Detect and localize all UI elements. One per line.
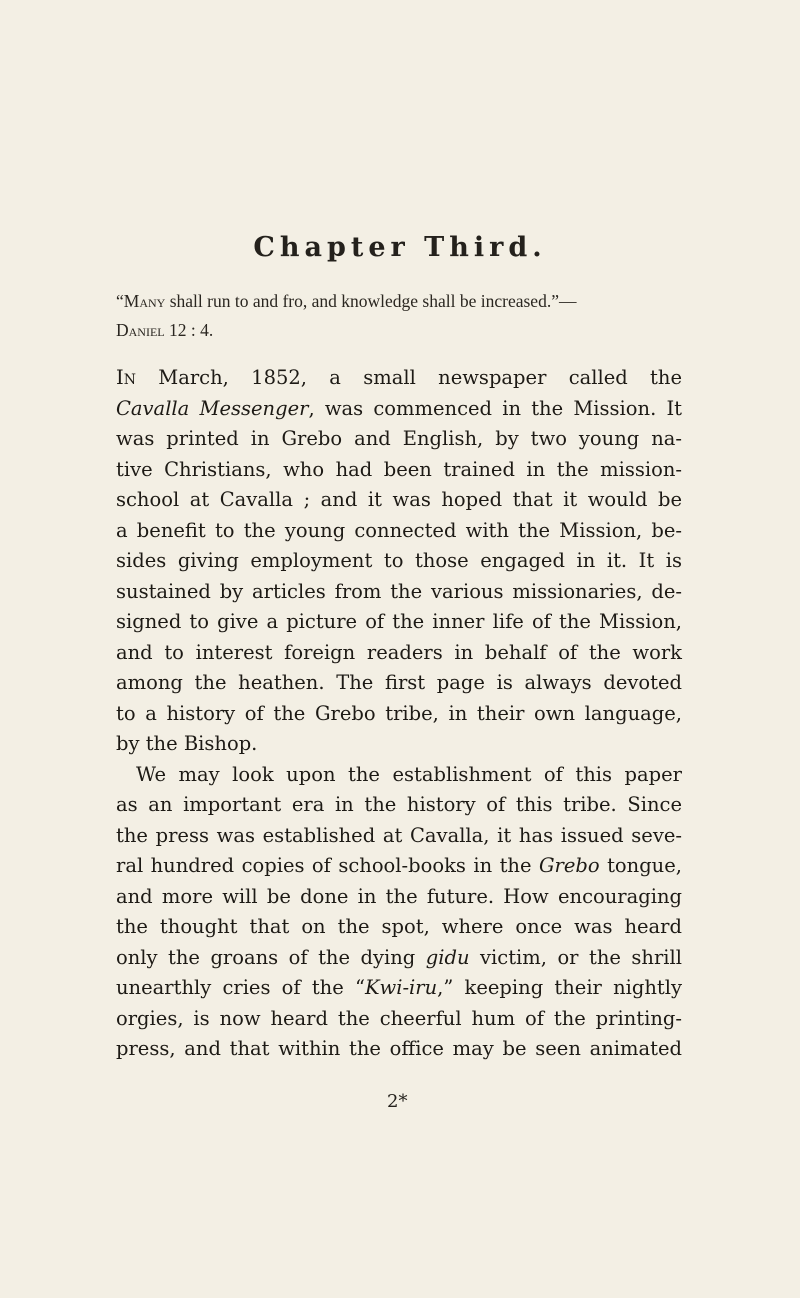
epigraph-quote-text: shall run to and fro, and knowledge shall be increased.”— bbox=[165, 291, 577, 311]
italic-term: Grebo bbox=[538, 854, 600, 877]
body-line: tive Christians, who had been trained in the mission- bbox=[116, 457, 682, 481]
body-line-text: victim, or the shrill bbox=[469, 945, 682, 969]
body-line: press, and that within the office may be seen animated bbox=[116, 1037, 682, 1060]
italic-term: gidu bbox=[425, 945, 470, 969]
body-line bbox=[116, 363, 682, 394]
body-line bbox=[116, 394, 682, 425]
body-line-text: ral hundred copies of school-books in the bbox=[116, 854, 539, 877]
body-line-text: ,” keeping their nightly bbox=[437, 976, 683, 999]
body-line: school at Cavalla ; and it was hoped that it would be bbox=[116, 488, 682, 511]
epigraph-first-word: Many bbox=[123, 291, 166, 311]
body-line: orgies, is now heard the cheerful hum of the printing- bbox=[116, 1006, 682, 1030]
epigraph bbox=[116, 287, 682, 345]
epigraph-citation-verse: 12 : 4. bbox=[164, 320, 214, 340]
body-line-text: tongue, bbox=[599, 854, 682, 877]
body-line-text: March, 1852, a small newspaper called the bbox=[135, 366, 682, 389]
italic-term: Kwi-iru bbox=[364, 976, 438, 999]
body-line bbox=[116, 973, 682, 1004]
body-line-text: , was commenced in the Mission. It bbox=[308, 396, 683, 420]
body-line: sides giving employment to those engaged in it. It is bbox=[116, 549, 682, 572]
body-line: among the heathen. The first page is always devoted bbox=[116, 671, 682, 694]
newspaper-title: Cavalla Messenger bbox=[116, 396, 309, 420]
body-line: the thought that on the spot, where once was heard bbox=[116, 915, 682, 938]
epigraph-open-quote: “ bbox=[116, 291, 124, 311]
body-line bbox=[116, 851, 682, 882]
body-line: sustained by articles from the various missionaries, de- bbox=[116, 579, 682, 603]
body-line: as an important era in the history of this tribe. Since bbox=[116, 793, 682, 816]
body-line: We may look upon the establishment of this paper bbox=[136, 762, 682, 786]
body-line-text: unearthly cries of the “ bbox=[116, 976, 365, 999]
body-line: and to interest foreign readers in behalf of the work bbox=[116, 640, 682, 664]
epigraph-citation-book: Daniel bbox=[116, 320, 165, 340]
opening-word: In bbox=[116, 366, 136, 389]
body-line: by the Bishop. bbox=[116, 732, 258, 755]
epigraph-citation-line bbox=[116, 316, 682, 345]
epigraph-quote-line bbox=[116, 287, 682, 316]
body-line: and more will be done in the future. How encouraging bbox=[116, 884, 682, 908]
body-line: was printed in Grebo and English, by two young na- bbox=[116, 427, 682, 450]
signature-mark: 2* bbox=[387, 1091, 408, 1112]
body-line: a benefit to the young connected with the Mission, be- bbox=[116, 518, 682, 542]
body-line-text: only the groans of the dying bbox=[116, 945, 426, 969]
body-line: signed to give a picture of the inner life of the Mission, bbox=[116, 610, 682, 633]
chapter-body bbox=[116, 363, 682, 1065]
chapter-title: Chapter Third. bbox=[253, 232, 547, 263]
body-line: the press was established at Cavalla, it has issued seve- bbox=[116, 823, 682, 847]
body-line bbox=[116, 943, 682, 974]
body-line: to a history of the Grebo tribe, in their own language, bbox=[116, 701, 682, 725]
